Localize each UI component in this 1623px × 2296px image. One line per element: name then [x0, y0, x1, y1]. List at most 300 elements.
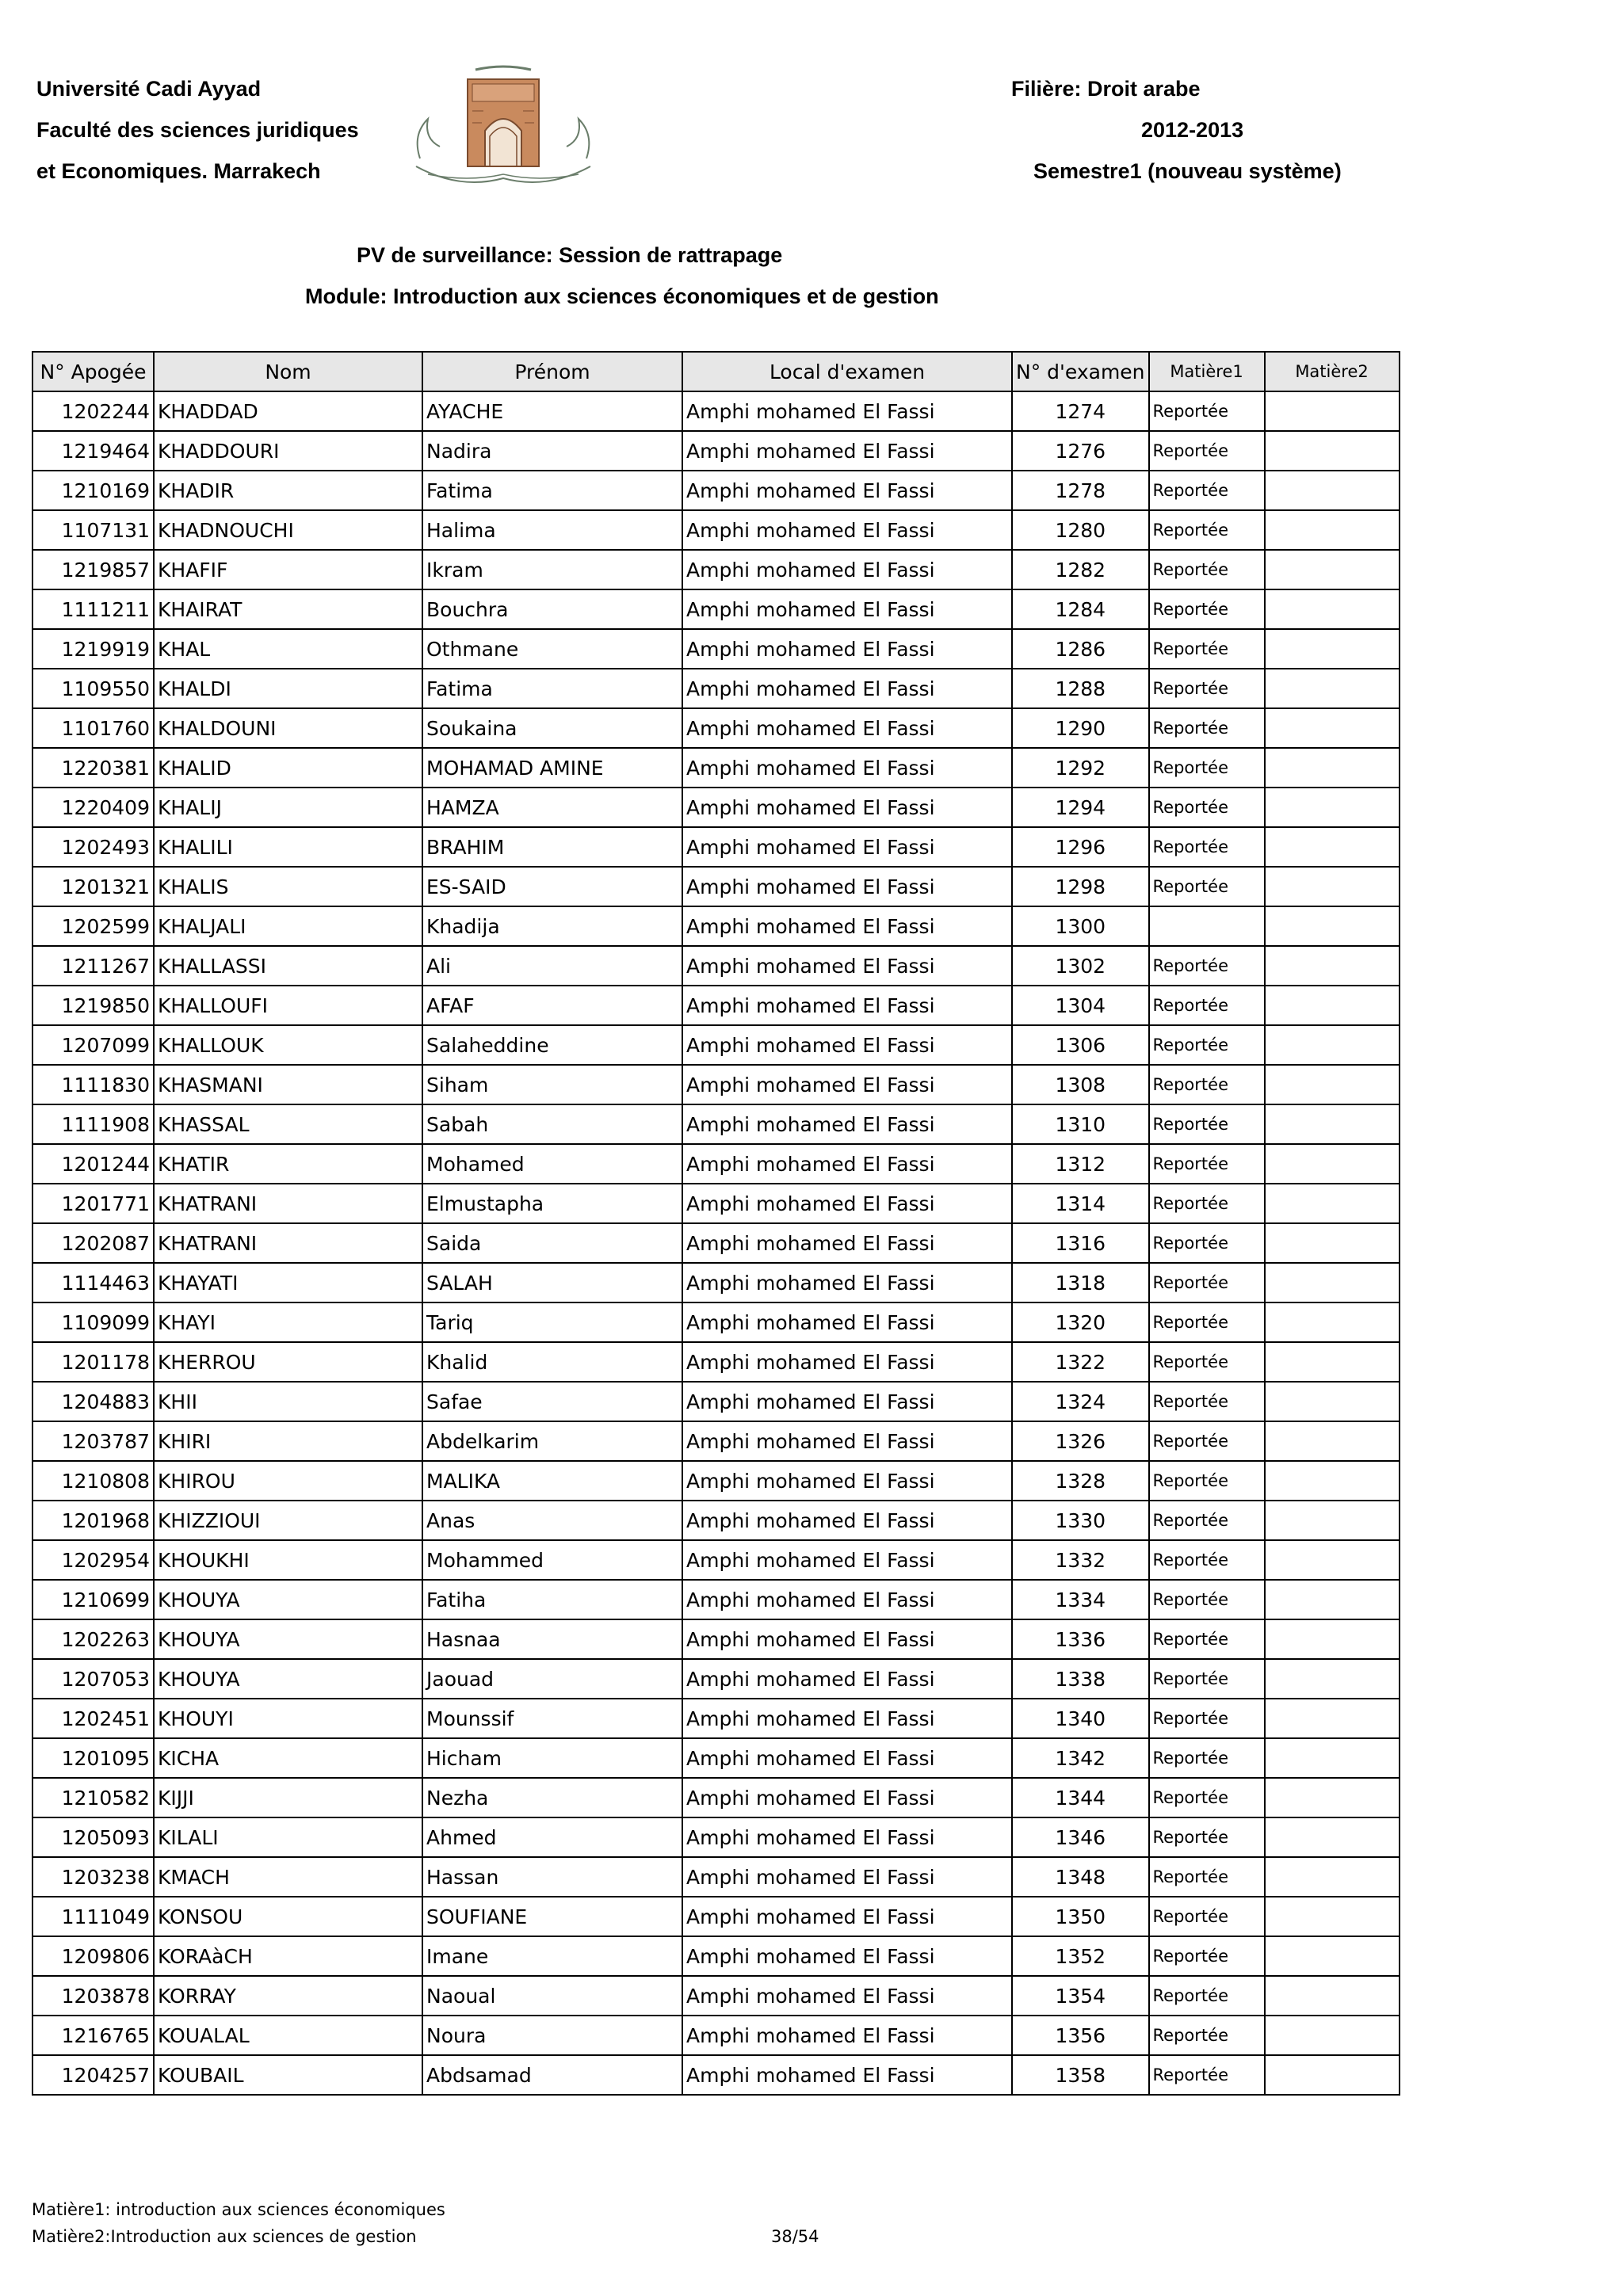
- table-row: [32, 1580, 1400, 1619]
- cell-prenom: Abdelkarim: [422, 1421, 682, 1461]
- table-row: [32, 1144, 1400, 1184]
- table-row: [32, 1817, 1400, 1857]
- cell-num-examen: 1296: [1012, 827, 1149, 867]
- cell-local: Amphi mohamed El Fassi: [682, 1065, 1012, 1104]
- cell-num-examen: 1320: [1012, 1302, 1149, 1342]
- cell-nom: KORRAY: [154, 1976, 422, 2016]
- cell-num-examen: 1348: [1012, 1857, 1149, 1897]
- cell-matiere2: [1265, 669, 1400, 708]
- cell-num-examen: 1332: [1012, 1540, 1149, 1580]
- cell-nom: KHALIJ: [154, 788, 422, 827]
- cell-matiere1: Reportée: [1149, 550, 1265, 589]
- table-row: [32, 827, 1400, 867]
- cell-prenom: AYACHE: [422, 391, 682, 431]
- cell-prenom: Ikram: [422, 550, 682, 589]
- cell-apogee: 1202087: [32, 1223, 154, 1263]
- cell-nom: KHALLASSI: [154, 946, 422, 986]
- cell-apogee: 1114463: [32, 1263, 154, 1302]
- cell-matiere1: Reportée: [1149, 589, 1265, 629]
- cell-matiere1: [1149, 906, 1265, 946]
- cell-local: Amphi mohamed El Fassi: [682, 669, 1012, 708]
- cell-local: Amphi mohamed El Fassi: [682, 1778, 1012, 1817]
- cell-prenom: MALIKA: [422, 1461, 682, 1501]
- cell-num-examen: 1338: [1012, 1659, 1149, 1699]
- cell-apogee: 1202493: [32, 827, 154, 867]
- cell-matiere2: [1265, 1619, 1400, 1659]
- table-row: [32, 986, 1400, 1025]
- cell-num-examen: 1346: [1012, 1817, 1149, 1857]
- program-header: [983, 68, 1379, 192]
- cell-apogee: 1207053: [32, 1659, 154, 1699]
- cell-apogee: 1211267: [32, 946, 154, 986]
- cell-apogee: 1210169: [32, 471, 154, 510]
- cell-apogee: 1203878: [32, 1976, 154, 2016]
- cell-matiere1: Reportée: [1149, 1699, 1265, 1738]
- cell-local: Amphi mohamed El Fassi: [682, 1619, 1012, 1659]
- cell-nom: KHADIR: [154, 471, 422, 510]
- cell-local: Amphi mohamed El Fassi: [682, 1223, 1012, 1263]
- cell-matiere1: Reportée: [1149, 1817, 1265, 1857]
- cell-local: Amphi mohamed El Fassi: [682, 1540, 1012, 1580]
- cell-nom: KHALID: [154, 748, 422, 788]
- table-row: [32, 1025, 1400, 1065]
- cell-matiere2: [1265, 510, 1400, 550]
- cell-num-examen: 1298: [1012, 867, 1149, 906]
- table-row: [32, 589, 1400, 629]
- faculty-name: Faculté des sciences juridiques: [36, 118, 359, 142]
- cell-num-examen: 1284: [1012, 589, 1149, 629]
- cell-matiere2: [1265, 1897, 1400, 1936]
- cell-matiere2: [1265, 391, 1400, 431]
- cell-local: Amphi mohamed El Fassi: [682, 788, 1012, 827]
- table-row: [32, 1540, 1400, 1580]
- col-header-matiere2: Matière2: [1265, 352, 1400, 391]
- cell-apogee: 1220381: [32, 748, 154, 788]
- cell-num-examen: 1306: [1012, 1025, 1149, 1065]
- cell-local: Amphi mohamed El Fassi: [682, 1817, 1012, 1857]
- cell-prenom: MOHAMAD AMINE: [422, 748, 682, 788]
- cell-matiere2: [1265, 708, 1400, 748]
- table-row: [32, 669, 1400, 708]
- table-row: [32, 391, 1400, 431]
- cell-num-examen: 1312: [1012, 1144, 1149, 1184]
- cell-matiere2: [1265, 431, 1400, 471]
- cell-local: Amphi mohamed El Fassi: [682, 1302, 1012, 1342]
- cell-matiere1: Reportée: [1149, 2016, 1265, 2055]
- cell-matiere1: Reportée: [1149, 1342, 1265, 1382]
- cell-num-examen: 1344: [1012, 1778, 1149, 1817]
- cell-apogee: 1207099: [32, 1025, 154, 1065]
- cell-matiere2: [1265, 1738, 1400, 1778]
- cell-matiere1: Reportée: [1149, 1976, 1265, 2016]
- cell-matiere1: Reportée: [1149, 1936, 1265, 1976]
- cell-matiere2: [1265, 1461, 1400, 1501]
- cell-matiere2: [1265, 1263, 1400, 1302]
- cell-prenom: Hasnaa: [422, 1619, 682, 1659]
- cell-nom: KHAYI: [154, 1302, 422, 1342]
- cell-nom: KHADDOURI: [154, 431, 422, 471]
- cell-nom: KHIZZIOUI: [154, 1501, 422, 1540]
- cell-apogee: 1201095: [32, 1738, 154, 1778]
- table-row: [32, 1263, 1400, 1302]
- cell-local: Amphi mohamed El Fassi: [682, 1144, 1012, 1184]
- cell-nom: KHADNOUCHI: [154, 510, 422, 550]
- cell-apogee: 1201771: [32, 1184, 154, 1223]
- cell-matiere1: Reportée: [1149, 1580, 1265, 1619]
- cell-local: Amphi mohamed El Fassi: [682, 1025, 1012, 1065]
- cell-nom: KHALJALI: [154, 906, 422, 946]
- cell-matiere1: Reportée: [1149, 431, 1265, 471]
- cell-apogee: 1201321: [32, 867, 154, 906]
- table-row: [32, 1421, 1400, 1461]
- module-title: Module: Introduction aux sciences économiques et de gestion: [305, 284, 939, 308]
- cell-apogee: 1109550: [32, 669, 154, 708]
- cell-prenom: Salaheddine: [422, 1025, 682, 1065]
- cell-prenom: Safae: [422, 1382, 682, 1421]
- cell-nom: KICHA: [154, 1738, 422, 1778]
- cell-matiere1: Reportée: [1149, 1501, 1265, 1540]
- cell-local: Amphi mohamed El Fassi: [682, 1857, 1012, 1897]
- cell-matiere1: Reportée: [1149, 1104, 1265, 1144]
- cell-local: Amphi mohamed El Fassi: [682, 1184, 1012, 1223]
- cell-matiere2: [1265, 986, 1400, 1025]
- table-row: [32, 1699, 1400, 1738]
- cell-local: Amphi mohamed El Fassi: [682, 550, 1012, 589]
- cell-matiere1: Reportée: [1149, 827, 1265, 867]
- cell-nom: KHADDAD: [154, 391, 422, 431]
- table-row: [32, 431, 1400, 471]
- cell-prenom: SOUFIANE: [422, 1897, 682, 1936]
- cell-apogee: 1111211: [32, 589, 154, 629]
- cell-apogee: 1111830: [32, 1065, 154, 1104]
- footer-legend: [32, 2196, 445, 2250]
- cell-nom: KHAFIF: [154, 550, 422, 589]
- cell-matiere2: [1265, 2016, 1400, 2055]
- cell-matiere2: [1265, 1025, 1400, 1065]
- cell-prenom: Naoual: [422, 1976, 682, 2016]
- cell-nom: KHALIS: [154, 867, 422, 906]
- cell-matiere2: [1265, 1778, 1400, 1817]
- cell-local: Amphi mohamed El Fassi: [682, 510, 1012, 550]
- col-header-apogee: N° Apogée: [32, 352, 154, 391]
- cell-nom: KHOUYA: [154, 1659, 422, 1699]
- cell-matiere1: Reportée: [1149, 1738, 1265, 1778]
- cell-matiere1: Reportée: [1149, 1302, 1265, 1342]
- cell-matiere2: [1265, 589, 1400, 629]
- cell-matiere1: Reportée: [1149, 1263, 1265, 1302]
- cell-local: Amphi mohamed El Fassi: [682, 1382, 1012, 1421]
- table-row: [32, 1302, 1400, 1342]
- cell-prenom: Mounssif: [422, 1699, 682, 1738]
- cell-prenom: Abdsamad: [422, 2055, 682, 2095]
- cell-prenom: Othmane: [422, 629, 682, 669]
- cell-matiere1: Reportée: [1149, 471, 1265, 510]
- cell-matiere2: [1265, 629, 1400, 669]
- institution-header: [36, 68, 359, 192]
- cell-matiere1: Reportée: [1149, 748, 1265, 788]
- cell-num-examen: 1326: [1012, 1421, 1149, 1461]
- cell-nom: KHOUYI: [154, 1699, 422, 1738]
- table-row: [32, 1223, 1400, 1263]
- cell-nom: KHATRANI: [154, 1223, 422, 1263]
- page-number: 38/54: [771, 2227, 819, 2246]
- cell-matiere2: [1265, 1936, 1400, 1976]
- table-row: [32, 1976, 1400, 2016]
- cell-apogee: 1111049: [32, 1897, 154, 1936]
- cell-apogee: 1219857: [32, 550, 154, 589]
- cell-apogee: 1111908: [32, 1104, 154, 1144]
- cell-num-examen: 1358: [1012, 2055, 1149, 2095]
- cell-num-examen: 1330: [1012, 1501, 1149, 1540]
- cell-local: Amphi mohamed El Fassi: [682, 1976, 1012, 2016]
- cell-apogee: 1203787: [32, 1421, 154, 1461]
- cell-num-examen: 1278: [1012, 471, 1149, 510]
- cell-prenom: AFAF: [422, 986, 682, 1025]
- cell-nom: KHALDOUNI: [154, 708, 422, 748]
- cell-apogee: 1210582: [32, 1778, 154, 1817]
- cell-local: Amphi mohamed El Fassi: [682, 708, 1012, 748]
- table-row: [32, 867, 1400, 906]
- cell-prenom: Mohamed: [422, 1144, 682, 1184]
- cell-nom: KHAIRAT: [154, 589, 422, 629]
- cell-matiere2: [1265, 1659, 1400, 1699]
- cell-prenom: Saida: [422, 1223, 682, 1263]
- col-header-prenom: Prénom: [422, 352, 682, 391]
- cell-num-examen: 1294: [1012, 788, 1149, 827]
- table-row: [32, 906, 1400, 946]
- cell-matiere2: [1265, 550, 1400, 589]
- cell-nom: KHERROU: [154, 1342, 422, 1382]
- cell-nom: KHIRI: [154, 1421, 422, 1461]
- cell-matiere1: Reportée: [1149, 1025, 1265, 1065]
- cell-prenom: Fatima: [422, 669, 682, 708]
- cell-nom: KHOUYA: [154, 1580, 422, 1619]
- cell-nom: KHALLOUFI: [154, 986, 422, 1025]
- cell-prenom: Tariq: [422, 1302, 682, 1342]
- legend-matiere1: Matière1: introduction aux sciences économiques: [32, 2200, 445, 2219]
- table-row: [32, 1659, 1400, 1699]
- cell-num-examen: 1274: [1012, 391, 1149, 431]
- table-row: [32, 1382, 1400, 1421]
- cell-prenom: Imane: [422, 1936, 682, 1976]
- semester-label: Semestre1 (nouveau système): [1033, 159, 1342, 183]
- cell-nom: KHALLOUK: [154, 1025, 422, 1065]
- cell-matiere2: [1265, 1540, 1400, 1580]
- cell-matiere2: [1265, 1501, 1400, 1540]
- cell-matiere2: [1265, 827, 1400, 867]
- cell-num-examen: 1280: [1012, 510, 1149, 550]
- cell-local: Amphi mohamed El Fassi: [682, 391, 1012, 431]
- cell-matiere2: [1265, 748, 1400, 788]
- cell-apogee: 1219919: [32, 629, 154, 669]
- cell-nom: KHIROU: [154, 1461, 422, 1501]
- cell-matiere2: [1265, 788, 1400, 827]
- cell-nom: KHASMANI: [154, 1065, 422, 1104]
- cell-matiere1: Reportée: [1149, 1857, 1265, 1897]
- table-row: [32, 1342, 1400, 1382]
- cell-nom: KHASSAL: [154, 1104, 422, 1144]
- table-row: [32, 1619, 1400, 1659]
- cell-matiere1: Reportée: [1149, 669, 1265, 708]
- cell-prenom: Elmustapha: [422, 1184, 682, 1223]
- cell-num-examen: 1292: [1012, 748, 1149, 788]
- cell-apogee: 1205093: [32, 1817, 154, 1857]
- cell-apogee: 1107131: [32, 510, 154, 550]
- table-row: [32, 1461, 1400, 1501]
- cell-prenom: Jaouad: [422, 1659, 682, 1699]
- cell-num-examen: 1302: [1012, 946, 1149, 986]
- cell-matiere2: [1265, 2055, 1400, 2095]
- cell-prenom: Fatiha: [422, 1580, 682, 1619]
- cell-apogee: 1202244: [32, 391, 154, 431]
- cell-apogee: 1204257: [32, 2055, 154, 2095]
- cell-local: Amphi mohamed El Fassi: [682, 748, 1012, 788]
- cell-num-examen: 1324: [1012, 1382, 1149, 1421]
- cell-prenom: Bouchra: [422, 589, 682, 629]
- cell-local: Amphi mohamed El Fassi: [682, 1342, 1012, 1382]
- table-row: [32, 629, 1400, 669]
- cell-matiere2: [1265, 946, 1400, 986]
- cell-matiere2: [1265, 1104, 1400, 1144]
- cell-num-examen: 1308: [1012, 1065, 1149, 1104]
- cell-matiere1: Reportée: [1149, 1382, 1265, 1421]
- cell-matiere2: [1265, 1699, 1400, 1738]
- cell-nom: KILALI: [154, 1817, 422, 1857]
- cell-apogee: 1209806: [32, 1936, 154, 1976]
- cell-matiere1: Reportée: [1149, 788, 1265, 827]
- cell-nom: KHAYATI: [154, 1263, 422, 1302]
- cell-nom: KORAàCH: [154, 1936, 422, 1976]
- cell-matiere1: Reportée: [1149, 1659, 1265, 1699]
- cell-apogee: 1109099: [32, 1302, 154, 1342]
- cell-local: Amphi mohamed El Fassi: [682, 431, 1012, 471]
- cell-local: Amphi mohamed El Fassi: [682, 1738, 1012, 1778]
- cell-matiere2: [1265, 1223, 1400, 1263]
- table-row: [32, 1936, 1400, 1976]
- cell-matiere2: [1265, 1342, 1400, 1382]
- cell-apogee: 1219850: [32, 986, 154, 1025]
- cell-num-examen: 1342: [1012, 1738, 1149, 1778]
- cell-nom: KHATIR: [154, 1144, 422, 1184]
- table-row: [32, 748, 1400, 788]
- col-header-nom: Nom: [154, 352, 422, 391]
- cell-prenom: Mohammed: [422, 1540, 682, 1580]
- cell-num-examen: 1322: [1012, 1342, 1149, 1382]
- cell-local: Amphi mohamed El Fassi: [682, 2016, 1012, 2055]
- cell-apogee: 1202599: [32, 906, 154, 946]
- cell-num-examen: 1316: [1012, 1223, 1149, 1263]
- cell-num-examen: 1310: [1012, 1104, 1149, 1144]
- cell-num-examen: 1352: [1012, 1936, 1149, 1976]
- cell-prenom: Ahmed: [422, 1817, 682, 1857]
- table-row: [32, 946, 1400, 986]
- table-row: [32, 708, 1400, 748]
- table-row: [32, 2016, 1400, 2055]
- cell-nom: KOUALAL: [154, 2016, 422, 2055]
- cell-matiere1: Reportée: [1149, 946, 1265, 986]
- table-header-row: [32, 352, 1400, 391]
- cell-prenom: Hicham: [422, 1738, 682, 1778]
- cell-matiere1: Reportée: [1149, 1778, 1265, 1817]
- cell-apogee: 1216765: [32, 2016, 154, 2055]
- pv-title: PV de surveillance: Session de rattrapage: [357, 243, 783, 267]
- cell-matiere2: [1265, 1144, 1400, 1184]
- cell-num-examen: 1314: [1012, 1184, 1149, 1223]
- cell-matiere1: Reportée: [1149, 1897, 1265, 1936]
- cell-matiere2: [1265, 1382, 1400, 1421]
- table-row: [32, 1857, 1400, 1897]
- cell-nom: KHATRANI: [154, 1184, 422, 1223]
- cell-apogee: 1210808: [32, 1461, 154, 1501]
- cell-num-examen: 1356: [1012, 2016, 1149, 2055]
- cell-prenom: Halima: [422, 510, 682, 550]
- cell-nom: KHAL: [154, 629, 422, 669]
- cell-local: Amphi mohamed El Fassi: [682, 1263, 1012, 1302]
- cell-nom: KHALDI: [154, 669, 422, 708]
- cell-local: Amphi mohamed El Fassi: [682, 827, 1012, 867]
- cell-nom: KMACH: [154, 1857, 422, 1897]
- cell-local: Amphi mohamed El Fassi: [682, 946, 1012, 986]
- cell-matiere1: Reportée: [1149, 1461, 1265, 1501]
- cell-matiere2: [1265, 1421, 1400, 1461]
- cell-prenom: Khadija: [422, 906, 682, 946]
- cell-nom: KOUBAIL: [154, 2055, 422, 2095]
- cell-num-examen: 1286: [1012, 629, 1149, 669]
- cell-num-examen: 1328: [1012, 1461, 1149, 1501]
- cell-num-examen: 1276: [1012, 431, 1149, 471]
- cell-num-examen: 1318: [1012, 1263, 1149, 1302]
- cell-apogee: 1219464: [32, 431, 154, 471]
- cell-nom: KHOUYA: [154, 1619, 422, 1659]
- cell-num-examen: 1304: [1012, 986, 1149, 1025]
- cell-matiere1: Reportée: [1149, 1184, 1265, 1223]
- cell-apogee: 1220409: [32, 788, 154, 827]
- cell-apogee: 1101760: [32, 708, 154, 748]
- cell-local: Amphi mohamed El Fassi: [682, 906, 1012, 946]
- cell-matiere1: Reportée: [1149, 1065, 1265, 1104]
- table-row: [32, 471, 1400, 510]
- col-header-num-examen: N° d'examen: [1012, 352, 1149, 391]
- cell-local: Amphi mohamed El Fassi: [682, 1580, 1012, 1619]
- cell-num-examen: 1336: [1012, 1619, 1149, 1659]
- cell-matiere1: Reportée: [1149, 986, 1265, 1025]
- cell-local: Amphi mohamed El Fassi: [682, 986, 1012, 1025]
- cell-prenom: Nadira: [422, 431, 682, 471]
- cell-matiere1: Reportée: [1149, 1619, 1265, 1659]
- cell-apogee: 1204883: [32, 1382, 154, 1421]
- cell-local: Amphi mohamed El Fassi: [682, 2055, 1012, 2095]
- filiere-label: Filière: Droit arabe: [1011, 77, 1201, 101]
- table-row: [32, 1104, 1400, 1144]
- cell-apogee: 1210699: [32, 1580, 154, 1619]
- cell-local: Amphi mohamed El Fassi: [682, 1699, 1012, 1738]
- cell-prenom: HAMZA: [422, 788, 682, 827]
- university-logo: [396, 63, 610, 190]
- academic-year: 2012-2013: [1141, 118, 1244, 142]
- cell-matiere1: Reportée: [1149, 1144, 1265, 1184]
- cell-matiere2: [1265, 1976, 1400, 2016]
- table-row: [32, 2055, 1400, 2095]
- cell-prenom: Sabah: [422, 1104, 682, 1144]
- cell-prenom: Ali: [422, 946, 682, 986]
- cell-prenom: Soukaina: [422, 708, 682, 748]
- cell-local: Amphi mohamed El Fassi: [682, 867, 1012, 906]
- cell-matiere1: Reportée: [1149, 391, 1265, 431]
- table-row: [32, 1065, 1400, 1104]
- col-header-local: Local d'examen: [682, 352, 1012, 391]
- cell-apogee: 1201244: [32, 1144, 154, 1184]
- col-header-matiere1: Matière1: [1149, 352, 1265, 391]
